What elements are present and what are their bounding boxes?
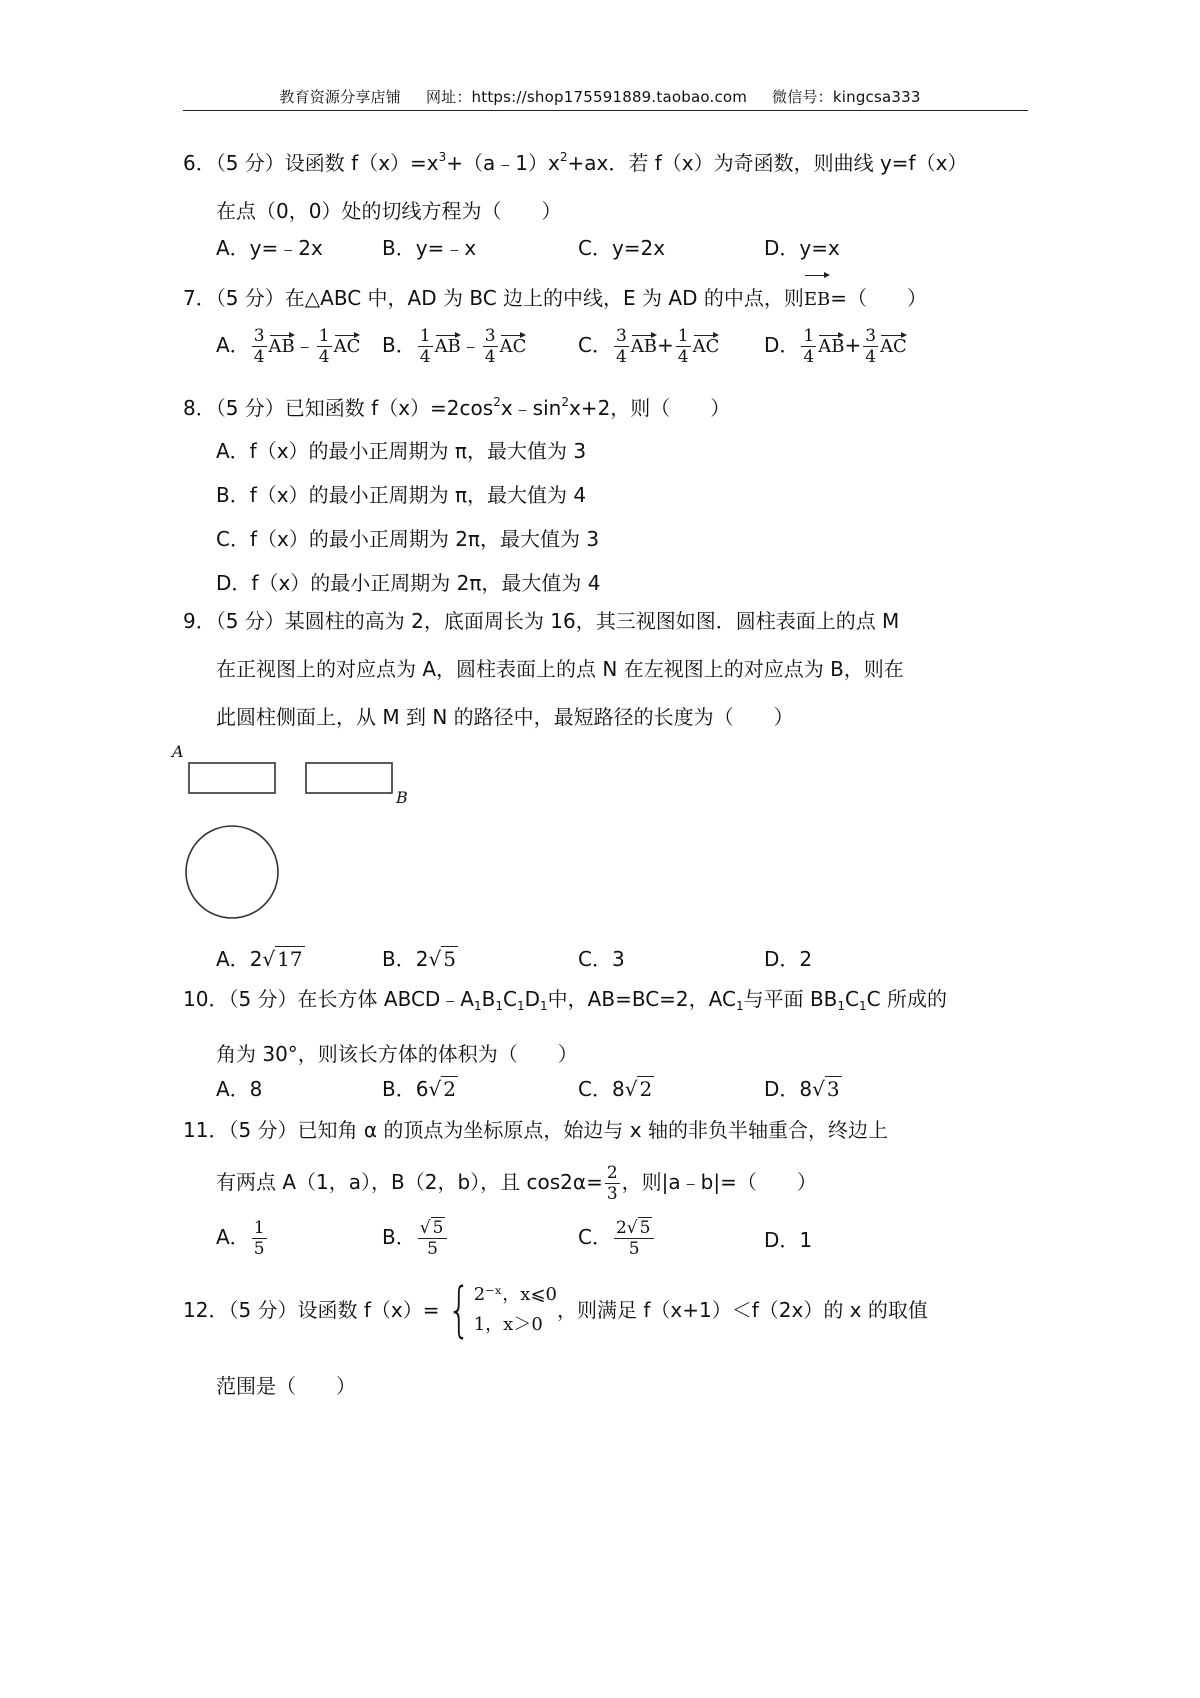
q9-line1: 9．（5 分）某圆柱的高为 2，底面周长为 16，其三视图如图．圆柱表面上的点 M	[183, 609, 900, 633]
frac	[863, 326, 878, 367]
t: 10．（5 分）在长方体 ABCD﹣A	[183, 987, 474, 1011]
plus: +	[844, 333, 862, 357]
frac	[614, 326, 629, 367]
q6-exp1: 3	[438, 150, 447, 164]
q10-option-a[interactable]: A．8	[216, 1077, 263, 1101]
frac-num: 1	[419, 326, 431, 346]
q8-option-b[interactable]: B．f（x）的最小正周期为 π，最大值为 4	[216, 483, 587, 507]
top-view-circle	[186, 826, 278, 918]
frac	[252, 326, 267, 367]
q9-option-a[interactable]	[216, 943, 305, 972]
t: ，则满足 f（x+1）＜f（2x）的 x 的取值	[557, 1298, 928, 1322]
sub: 1	[474, 999, 482, 1013]
frac-den: 3	[606, 1184, 618, 1204]
q7-tail: =（ ）	[830, 286, 927, 310]
q6-text-c: +ax．若 f（x）为奇函数，则曲线 y=f（x）	[567, 151, 968, 175]
q7-option-d[interactable]	[764, 326, 907, 367]
t: B	[481, 987, 496, 1011]
sub: 1	[540, 999, 548, 1013]
frac-num: 1	[803, 326, 815, 346]
frac-den: 4	[677, 347, 689, 367]
frac-den: 4	[865, 347, 877, 367]
wechat-label: 微信号：	[772, 88, 833, 106]
q10-line1	[183, 975, 1033, 1030]
frac-den: 4	[253, 347, 265, 367]
q9-option-b[interactable]	[382, 943, 458, 972]
q7-option-b[interactable]	[382, 326, 526, 367]
question-11	[183, 1106, 1033, 1210]
vec-ac: AC	[500, 332, 527, 357]
wechat-value: kingcsa333	[832, 88, 921, 106]
frac-den: 5	[427, 1239, 438, 1259]
q9-option-d[interactable]: D．2	[764, 947, 813, 971]
frac-den: 5	[628, 1239, 640, 1259]
t: C 所成的	[866, 987, 947, 1011]
q6-option-d[interactable]: D．y=x	[764, 236, 840, 260]
q8-text-b: x﹣sin	[500, 396, 562, 420]
label: B．	[382, 1077, 416, 1101]
frac-num: 1	[677, 326, 689, 346]
q12-line1	[183, 1275, 1033, 1345]
vec-ac: AC	[334, 332, 361, 357]
t: 中，AB=BC=2，AC	[547, 987, 736, 1011]
q6-option-c[interactable]: C．y=2x	[578, 236, 666, 260]
sub: 1	[735, 999, 744, 1013]
q9-line3: 此圆柱侧面上，从 M 到 N 的路径中，最短路径的长度为（ ）	[216, 705, 794, 729]
piecewise	[474, 1280, 557, 1340]
frac	[605, 1163, 620, 1204]
coef: 2	[249, 947, 263, 971]
point-b-label: B	[396, 788, 408, 807]
piece-1: 2⁻ˣ，x⩽0	[473, 1284, 557, 1305]
frac-num: 3	[865, 326, 877, 346]
radicand: 5	[443, 947, 456, 971]
point-a-label: A	[172, 742, 184, 761]
question-8	[183, 378, 1033, 432]
q7-a-label: A．	[216, 333, 250, 357]
question-12	[183, 1275, 1033, 1410]
q11-line2	[183, 1154, 1033, 1210]
sub: 1	[516, 999, 525, 1013]
header-divider	[183, 110, 1028, 111]
radicand: 17	[277, 947, 303, 971]
q9-option-c[interactable]: C．3	[578, 947, 625, 971]
minus: ﹣	[460, 333, 481, 357]
three-view-figure	[170, 740, 430, 940]
radicand: 2	[443, 1077, 456, 1101]
vec-ab: AB	[269, 332, 295, 357]
q6-exp2: 2	[559, 150, 568, 164]
sqrt: √ 5	[428, 947, 456, 971]
q8-option-d[interactable]: D．f（x）的最小正周期为 2π，最大值为 4	[216, 571, 601, 595]
q7-line1	[183, 272, 1033, 324]
wechat-id	[772, 88, 921, 106]
question-9	[183, 597, 1033, 741]
sqrt: √ 5	[626, 1218, 651, 1238]
frac-den: 4	[615, 347, 627, 367]
radicand: 2	[639, 1077, 653, 1101]
question-10	[183, 975, 1033, 1078]
q10-option-b[interactable]	[382, 1073, 458, 1102]
vec-ab: AB	[818, 332, 844, 357]
q11-option-d[interactable]: D．1	[764, 1228, 813, 1252]
q11-line1: 11．（5 分）已知角 α 的顶点为坐标原点，始边与 x 轴的非负半轴重合，终边上	[183, 1118, 888, 1142]
label: D．	[764, 1077, 800, 1101]
frac-num: 3	[484, 326, 496, 346]
q8-text-a: 8．（5 分）已知函数 f（x）=2cos	[183, 396, 494, 420]
q12-line2: 范围是（ ）	[216, 1374, 356, 1398]
question-7	[183, 272, 1033, 324]
plus: +	[657, 333, 674, 357]
vec-ab: AB	[631, 332, 657, 357]
radicand: 3	[826, 1077, 840, 1101]
frac-den: 4	[419, 347, 431, 367]
shop-url	[426, 88, 747, 106]
vec-ab: AB	[435, 332, 461, 357]
q8-text-c: x+2，则（ ）	[568, 396, 731, 420]
page-header	[0, 86, 1200, 107]
label: C．	[578, 1077, 612, 1101]
q10-line2: 角为 30°，则该长方体的体积为（ ）	[216, 1042, 578, 1066]
q11-option-a[interactable]	[216, 1218, 269, 1259]
q7-option-c[interactable]	[578, 326, 719, 367]
frac-num: 1	[318, 326, 330, 346]
t: 12．（5 分）设函数 f（x）=	[183, 1298, 440, 1322]
frac	[483, 326, 498, 367]
q6-text-a: 6．（5 分）设函数 f（x）=x	[183, 151, 439, 175]
q9-b-label: B．	[382, 947, 416, 971]
t: C	[503, 987, 517, 1011]
q8-exp1: 2	[493, 395, 501, 409]
coef: 2	[415, 947, 429, 971]
frac	[676, 326, 691, 367]
frac	[418, 326, 433, 367]
frac-num: 1	[253, 1218, 265, 1238]
frac-den: 5	[253, 1239, 265, 1259]
side-view-rect	[306, 763, 392, 793]
piece-2: 1，x＞0	[473, 1314, 543, 1335]
label: C．	[578, 1225, 612, 1249]
frac	[317, 326, 332, 367]
sub: 1	[495, 999, 504, 1013]
frac-num	[418, 1218, 448, 1239]
sqrt: √ 3	[812, 1077, 840, 1101]
coef: 6	[415, 1077, 429, 1101]
q7-b-label: B．	[382, 333, 416, 357]
sqrt: √ 17	[262, 947, 303, 971]
q6-text-b: +（a﹣1）x	[446, 151, 560, 175]
q7-option-a[interactable]	[216, 326, 360, 367]
radicand: 5	[432, 1218, 444, 1238]
q9-line2: 在正视图上的对应点为 A，圆柱表面上的点 N 在左视图上的对应点为 B，则在	[216, 657, 904, 681]
coef: 8	[611, 1077, 625, 1101]
vec-ac: AC	[880, 332, 907, 357]
q6-line1	[183, 133, 1033, 187]
q7-d-label: D．	[764, 333, 800, 357]
frac	[252, 1218, 267, 1259]
label: B．	[382, 1225, 416, 1249]
frac-num: 3	[253, 326, 265, 346]
t: ，则|a﹣b|=（ ）	[621, 1170, 817, 1194]
sub: 1	[837, 999, 846, 1013]
frac	[614, 1218, 655, 1259]
minus: ﹣	[294, 333, 315, 357]
q7-c-label: C．	[578, 333, 612, 357]
q9-a-label: A．	[216, 947, 250, 971]
vec-ac: AC	[693, 332, 720, 357]
sqrt: √ 5	[419, 1218, 444, 1238]
front-view-rect	[189, 763, 275, 793]
t: 与平面 BB	[743, 987, 838, 1011]
site-label: 网址：	[425, 88, 472, 106]
q10-option-c[interactable]	[578, 1073, 654, 1102]
q6-option-a[interactable]: A．y=﹣2x	[216, 236, 323, 260]
q8-option-c[interactable]: C．f（x）的最小正周期为 2π，最大值为 3	[216, 527, 600, 551]
q7-stem: 7．（5 分）在△ABC 中，AD 为 BC 边上的中线，E 为 AD 的中点，则	[183, 286, 804, 310]
q8-option-a[interactable]: A．f（x）的最小正周期为 π，最大值为 3	[216, 439, 587, 463]
q7-options	[216, 326, 1036, 374]
q11-option-c[interactable]	[578, 1218, 656, 1259]
shop-name: 教育资源分享店铺	[279, 88, 401, 106]
q6-line2: 在点（0，0）处的切线方程为（ ）	[216, 199, 562, 223]
sqrt: √ 2	[428, 1077, 456, 1101]
q6-option-b[interactable]: B．y=﹣x	[382, 236, 477, 260]
frac-num	[614, 1218, 655, 1239]
site-url: https://shop175591889.taobao.com	[471, 88, 748, 106]
t: 有两点 A（1，a），B（2，b），且 cos2α=	[216, 1170, 603, 1194]
sqrt: √ 2	[624, 1077, 653, 1101]
t: D	[524, 987, 541, 1011]
q8-line1	[183, 378, 1033, 432]
sub: 1	[859, 999, 867, 1013]
t: C	[845, 987, 860, 1011]
frac-num: 3	[615, 326, 627, 346]
coef: 8	[799, 1077, 813, 1101]
frac-den: 4	[318, 347, 330, 367]
frac-num: 2	[606, 1163, 618, 1183]
vec-eb: EB	[804, 272, 830, 324]
radicand: 5	[639, 1218, 651, 1238]
frac-den: 4	[484, 347, 496, 367]
frac-den: 4	[803, 347, 815, 367]
q8-exp2: 2	[561, 395, 569, 409]
coef: 2	[615, 1218, 627, 1238]
label: A．	[216, 1225, 250, 1249]
question-6	[183, 133, 1033, 235]
q10-option-d[interactable]	[764, 1073, 842, 1102]
q11-option-b[interactable]	[382, 1218, 449, 1259]
frac	[418, 1218, 448, 1259]
frac	[801, 326, 816, 367]
left-brace: {	[447, 1275, 471, 1345]
